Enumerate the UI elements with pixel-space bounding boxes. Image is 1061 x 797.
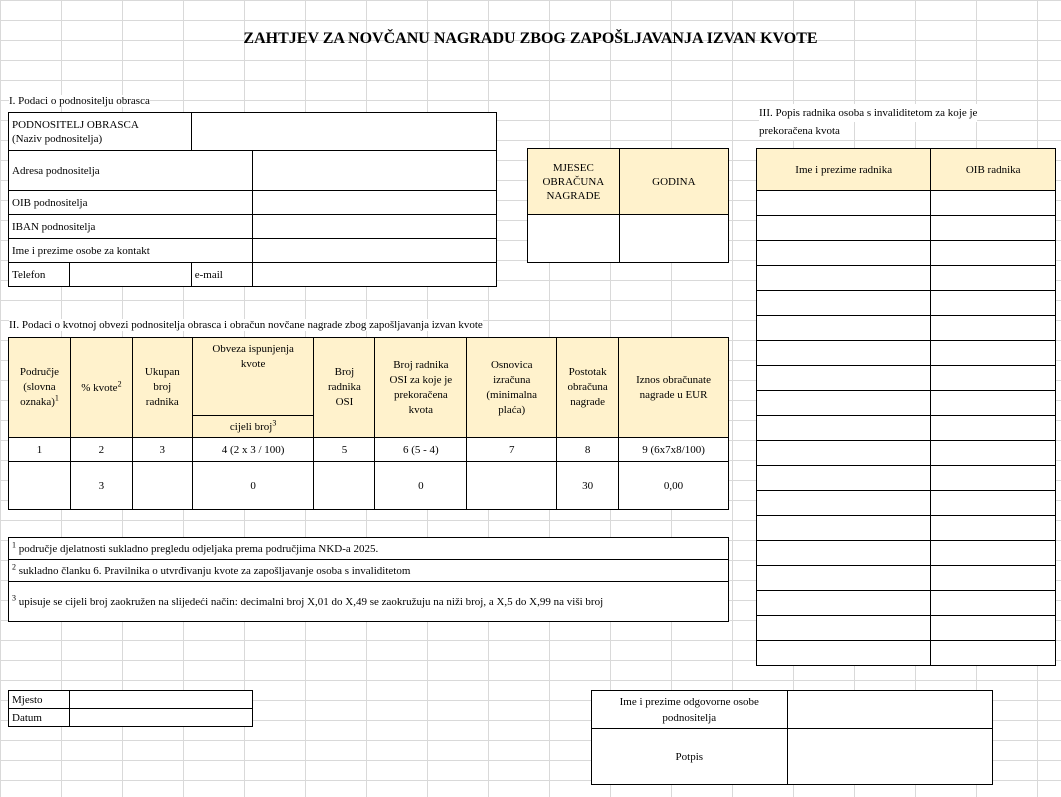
workers-table <box>756 148 1056 666</box>
broj-osi-field[interactable] <box>314 462 375 510</box>
worker-oib-cell[interactable] <box>931 441 1056 466</box>
worker-oib-cell[interactable] <box>931 616 1056 641</box>
worker-oib-cell[interactable] <box>931 641 1056 666</box>
worker-name-cell[interactable] <box>757 491 931 516</box>
postotak-value: 30 <box>557 462 619 510</box>
quota-table <box>8 337 729 510</box>
section-2-heading: II. Podaci o kvotnoj obvezi podnositelja obrasca i obračun novčane nagrade zbog zapošljavanja izvan kvote <box>9 319 483 331</box>
prekoracena-value: 0 <box>375 462 467 510</box>
header-broj-osi: Broj radnika OSI <box>314 338 375 438</box>
worker-name-cell[interactable] <box>757 416 931 441</box>
header-postotak: Postotak obračuna nagrade <box>557 338 619 438</box>
worker-name-cell[interactable] <box>757 191 931 216</box>
worker-name-cell[interactable] <box>757 641 931 666</box>
section-1-heading: I. Podaci o podnositelju obrasca <box>9 95 150 107</box>
year-field[interactable] <box>619 215 728 263</box>
worker-oib-cell[interactable] <box>931 566 1056 591</box>
worker-oib-cell[interactable] <box>931 366 1056 391</box>
header-osnovica: Osnovica izračuna (minimalna plaća) <box>467 338 557 438</box>
note-1: $^1$ područje djelatnosti sukladno pregledu odjeljaka prema područjima NKD-a 2025. <box>9 538 729 560</box>
col-number: 4 (2 x 3 / 100) <box>192 438 314 462</box>
iznos-value: 0,00 <box>619 462 729 510</box>
worker-name-cell[interactable] <box>757 441 931 466</box>
email-label: e-mail <box>191 263 252 287</box>
worker-oib-cell[interactable] <box>931 416 1056 441</box>
header-cijeli-broj: cijeli broj$^3$ <box>192 416 314 438</box>
worker-name-cell[interactable] <box>757 516 931 541</box>
worker-oib-cell[interactable] <box>931 191 1056 216</box>
worker-name-cell[interactable] <box>757 541 931 566</box>
worker-name-cell[interactable] <box>757 241 931 266</box>
oib-field[interactable] <box>252 191 496 215</box>
worker-oib-cell[interactable] <box>931 491 1056 516</box>
worker-oib-cell[interactable] <box>931 391 1056 416</box>
podrucje-field[interactable] <box>9 462 71 510</box>
signature-field[interactable] <box>787 729 992 785</box>
col-number: 7 <box>467 438 557 462</box>
worker-oib-cell[interactable] <box>931 341 1056 366</box>
applicant-table <box>8 112 497 287</box>
worker-oib-cell[interactable] <box>931 216 1056 241</box>
worker-oib-cell[interactable] <box>931 591 1056 616</box>
responsible-person-field[interactable] <box>787 691 992 729</box>
worker-oib-cell[interactable] <box>931 316 1056 341</box>
address-label: Adresa podnositelja <box>9 151 253 191</box>
worker-name-cell[interactable] <box>757 391 931 416</box>
section-3-heading: III. Popis radnika osoba s invaliditetom za koje je prekoračena kvota <box>759 104 977 140</box>
note-3: $^3$ upisuje se cijeli broj zaokružen na slijedeći način: decimalni broj X,01 do X,49 se zaokružuju na niži broj, a X,5 do X,99 na viši broj <box>9 582 729 622</box>
signature-label: Potpis <box>592 729 788 785</box>
osnovica-field[interactable] <box>467 462 557 510</box>
notes-table <box>8 537 729 622</box>
year-header: GODINA <box>619 149 728 215</box>
col-number: 9 (6x7x8/100) <box>619 438 729 462</box>
worker-name-cell[interactable] <box>757 591 931 616</box>
place-label: Mjesto <box>9 691 70 709</box>
contact-field[interactable] <box>252 239 496 263</box>
applicant-name-label: PODNOSITELJ OBRASCA (Naziv podnositelja) <box>9 113 192 151</box>
header-podrucje: Područje (slovna oznaka)$^1$ <box>9 338 71 438</box>
contact-label: Ime i prezime osobe za kontakt <box>9 239 253 263</box>
worker-name-cell[interactable] <box>757 316 931 341</box>
iban-label: IBAN podnositelja <box>9 215 253 239</box>
header-iznos: Iznos obračunate nagrade u EUR <box>619 338 729 438</box>
worker-name-header: Ime i prezime radnika <box>757 149 931 191</box>
header-ukupan: Ukupan broj radnika <box>132 338 192 438</box>
note-2: $^2$ sukladno članku 6. Pravilnika o utvrđivanju kvote za zapošljavanje osoba s invaliditetom <box>9 560 729 582</box>
col-number: 2 <box>70 438 132 462</box>
worker-name-cell[interactable] <box>757 266 931 291</box>
worker-oib-cell[interactable] <box>931 241 1056 266</box>
period-table <box>527 148 729 263</box>
worker-name-cell[interactable] <box>757 366 931 391</box>
worker-oib-cell[interactable] <box>931 516 1056 541</box>
col-number: 8 <box>557 438 619 462</box>
worker-oib-cell[interactable] <box>931 541 1056 566</box>
ukupan-field[interactable] <box>132 462 192 510</box>
header-kvota: % kvote$^2$ <box>70 338 132 438</box>
worker-name-cell[interactable] <box>757 216 931 241</box>
header-obveza: Obveza ispunjenja kvote <box>192 338 314 416</box>
col-number: 3 <box>132 438 192 462</box>
worker-name-cell[interactable] <box>757 341 931 366</box>
obveza-value: 0 <box>192 462 314 510</box>
worker-name-cell[interactable] <box>757 291 931 316</box>
worker-name-cell[interactable] <box>757 466 931 491</box>
responsible-person-label: Ime i prezime odgovorne osobe podnositelja <box>592 691 788 729</box>
oib-label: OIB podnositelja <box>9 191 253 215</box>
month-field[interactable] <box>528 215 620 263</box>
address-field[interactable] <box>252 151 496 191</box>
col-number: 6 (5 - 4) <box>375 438 467 462</box>
form-title: ZAHTJEV ZA NOVČANU NAGRADU ZBOG ZAPOŠLJAVANJA IZVAN KVOTE <box>243 30 818 47</box>
phone-field[interactable] <box>69 263 191 287</box>
date-label: Datum <box>9 709 70 727</box>
place-date-table <box>8 690 253 727</box>
worker-oib-cell[interactable] <box>931 466 1056 491</box>
worker-oib-header: OIB radnika <box>931 149 1056 191</box>
worker-name-cell[interactable] <box>757 566 931 591</box>
col-number: 5 <box>314 438 375 462</box>
header-prekoracena: Broj radnika OSI za koje je prekoračena kvota <box>375 338 467 438</box>
iban-field[interactable] <box>252 215 496 239</box>
col-number: 1 <box>9 438 71 462</box>
worker-oib-cell[interactable] <box>931 291 1056 316</box>
kvota-value: 3 <box>70 462 132 510</box>
month-header: MJESEC OBRAČUNA NAGRADE <box>528 149 620 215</box>
worker-oib-cell[interactable] <box>931 266 1056 291</box>
applicant-name-field[interactable] <box>191 113 496 151</box>
date-field[interactable] <box>69 709 252 727</box>
worker-name-cell[interactable] <box>757 616 931 641</box>
signature-table <box>591 690 993 785</box>
place-field[interactable] <box>69 691 252 709</box>
email-field[interactable] <box>252 263 496 287</box>
phone-label: Telefon <box>9 263 70 287</box>
